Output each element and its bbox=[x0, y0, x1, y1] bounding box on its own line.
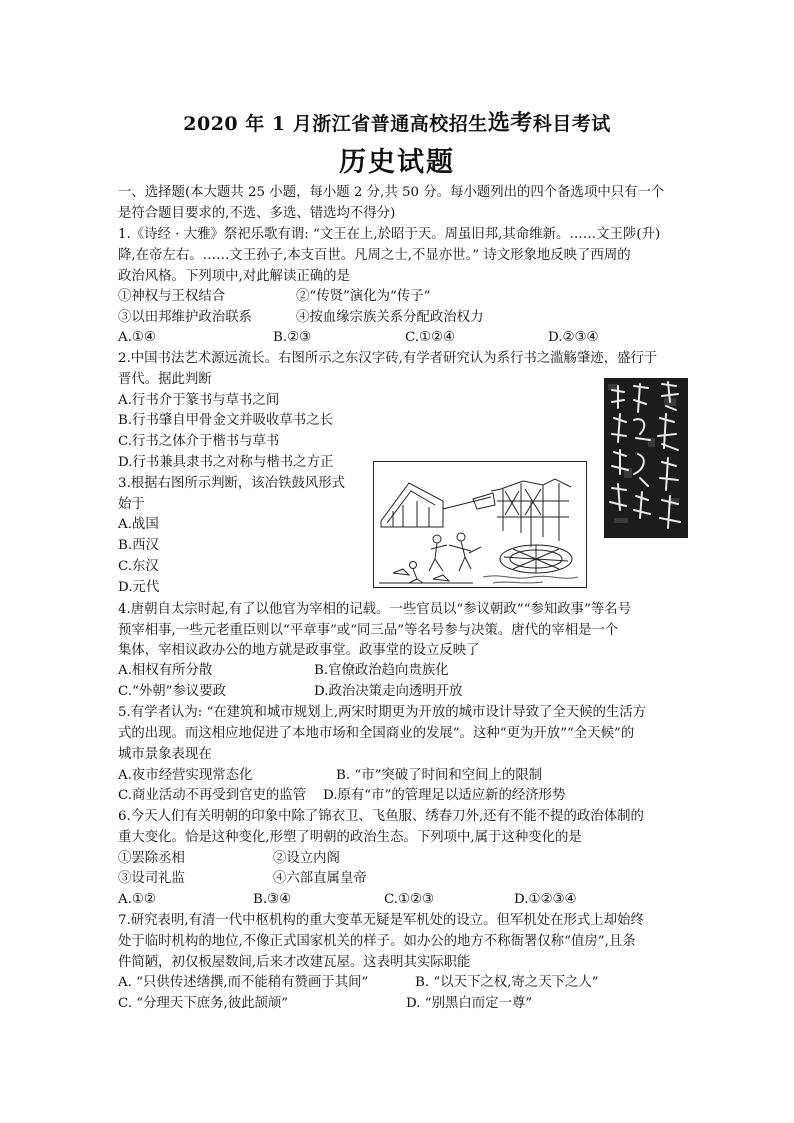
q7-option: C. “分理天下庶务,彼此颉颃” bbox=[118, 996, 289, 1011]
q7-option: A. “只供传述缮撰,而不能稍有赞画于其间” bbox=[118, 975, 369, 990]
q5-option: A.夜市经营实现常态化 bbox=[118, 768, 253, 783]
q6-option: C.①②③ bbox=[384, 892, 435, 907]
q6-item: ②设立内阁 bbox=[273, 851, 340, 866]
q5-stem: 式的出现。而这相应地促进了本地市场和全国商业的发展”。这种“更为开放”“全天候”的 bbox=[118, 726, 635, 741]
q3-stem: 始于 bbox=[118, 497, 145, 512]
q2-option: D.行书兼具隶书之对称与楷书之方正 bbox=[118, 455, 334, 470]
q1-item: ③以田邦维护政治联系 bbox=[118, 310, 252, 325]
q3-option: C.东汉 bbox=[118, 559, 159, 574]
q4-option: B.官僚政治趋向贵族化 bbox=[314, 663, 449, 678]
q4-option: A.相权有所分散 bbox=[118, 663, 213, 678]
q7-stem: 处于临时机构的地位,不像正式国家机关的样子。如办公的地方不称衙署仅称“值房”,且条 bbox=[118, 934, 636, 949]
q2-option: B.行书肇自甲骨金文并吸收草书之长 bbox=[118, 413, 333, 428]
q6-stem: 重大变化。恰是这种变化,形塑了明朝的政治生态。下列项中,属于这种变化的是 bbox=[118, 830, 582, 845]
q7-stem: 7.研究表明,有清一代中枢机构的重大变革无疑是军机处的设立。但军机处在形式上却始终 bbox=[118, 913, 644, 928]
q4-option: D.政治决策走向透明开放 bbox=[314, 684, 463, 699]
q4-stem: 预宰相事,一些元老重臣则以“平章事”或“同三品”等名号参与决策。唐代的宰相是一个 bbox=[118, 623, 619, 638]
q1-stem: 降,在帝左右。……文王孙子,本支百世。凡周之士,不显亦世。” 诗文形象地反映了西周的 bbox=[118, 248, 631, 263]
title-part: 2020 年 1 月浙江省普通高校招生 bbox=[183, 113, 488, 135]
q4-stem: 4.唐朝自太宗时起,有了以他官为宰相的记载。一些官员以“参议朝政”“参知政事”等名号 bbox=[118, 602, 632, 617]
q1-item: ④按血缘宗族关系分配政治权力 bbox=[296, 310, 484, 325]
q2-stem: 晋代。据此判断 bbox=[118, 372, 212, 387]
q1-item: ②“传贤”演化为“传子” bbox=[296, 289, 431, 304]
q1-option: B.②③ bbox=[273, 330, 312, 345]
q7-stem: 件简陋，初仅板屋数间,后来才改建瓦屋。这表明其实际职能 bbox=[118, 955, 471, 970]
q3-option: B.西汉 bbox=[118, 538, 159, 553]
q1-option: A.①④ bbox=[118, 330, 156, 345]
title-part: 科目考试 bbox=[532, 113, 611, 135]
q1-option: C.①②④ bbox=[405, 330, 456, 345]
q6-option: B.③④ bbox=[253, 892, 292, 907]
q7-option: D. “别黑白而定一尊” bbox=[406, 996, 533, 1011]
q5-option: B. “市”突破了时间和空间上的限制 bbox=[336, 768, 543, 783]
q5-option: C.商业活动不再受到官吏的监管 bbox=[118, 788, 307, 803]
q7-option: B. “以天下之权,寄之天下之人” bbox=[415, 975, 599, 990]
q1-stem: 1.《诗经 · 大雅》祭祀乐歌有谓: “文王在上,於昭于天。周虽旧邦,其命维新。……文王陟(升) bbox=[118, 227, 661, 242]
q4-option: C.“外朝”参议要政 bbox=[118, 684, 227, 699]
section-line: 是符合题目要求的,不选、多选、错选均不得分) bbox=[118, 206, 396, 221]
exam-title bbox=[0, 106, 794, 137]
q5-stem: 5.有学者认为: “在建筑和城市规划上,两宋时期更为开放的城市设计导致了全天候的生活方 bbox=[118, 705, 647, 720]
han-brick-rubbing-image bbox=[604, 378, 688, 538]
q3-option: D.元代 bbox=[118, 580, 160, 595]
q3-stem: 3.根据右图所示判断，该冶铁鼓风形式 bbox=[118, 476, 346, 491]
q2-option: A.行书介于篆书与草书之间 bbox=[118, 393, 280, 408]
exam-subtitle: 历史试题 bbox=[339, 147, 455, 178]
title-emphasis: 选考 bbox=[487, 110, 533, 136]
water-bellows-illustration bbox=[373, 461, 587, 588]
q2-option: C.行书之体介于楷书与草书 bbox=[118, 434, 280, 449]
q6-item: ④六部直属皇帝 bbox=[273, 871, 367, 886]
q6-option: A.①② bbox=[118, 892, 156, 907]
q6-item: ③设司礼监 bbox=[118, 871, 185, 886]
q5-stem: 城市景象表现在 bbox=[118, 747, 212, 762]
q1-item: ①神权与王权结合 bbox=[118, 289, 226, 304]
q2-stem: 2.中国书法艺术源远流长。右图所示之东汉字砖,有学者研究认为系行书之滥觞肇迹，盛行于 bbox=[118, 351, 658, 366]
q1-stem: 政治风格。下列项中,对此解读正确的是 bbox=[118, 269, 350, 284]
q6-option: D.①②③④ bbox=[514, 892, 577, 907]
q6-stem: 6.今天人们有关明朝的印象中除了锦衣卫、飞鱼服、绣春刀外,还有不能不提的政治体制的 bbox=[118, 809, 644, 824]
q6-item: ①罢除丞相 bbox=[118, 851, 185, 866]
section-line: 一、选择题(本大题共 25 小题，每小题 2 分,共 50 分。每小题列出的四个备选项中只有一个 bbox=[118, 185, 665, 200]
q5-option: D.原有“市”的管理足以适应新的经济形势 bbox=[323, 788, 566, 803]
q4-stem: 集体，宰相议政办公的地方就是政事堂。政事堂的设立反映了 bbox=[118, 643, 480, 658]
q1-option: D.②③④ bbox=[548, 330, 599, 345]
q3-option: A.战国 bbox=[118, 517, 159, 532]
